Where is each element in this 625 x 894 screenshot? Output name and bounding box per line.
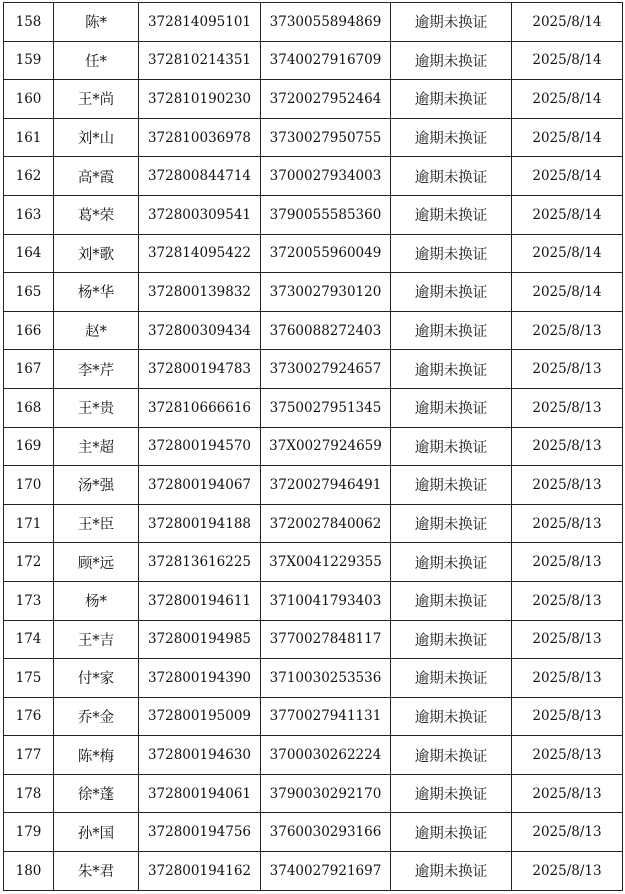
certificate-number-cell: 3760088272403 <box>261 311 391 350</box>
row-number-cell: 166 <box>4 311 54 350</box>
certificate-number-cell: 3720027840062 <box>261 504 391 543</box>
date-cell: 2025/8/14 <box>512 3 623 42</box>
certificate-number-cell: 3710030253536 <box>261 659 391 698</box>
status-cell: 逾期未换证 <box>391 697 512 736</box>
certificate-number-cell: 3700030262224 <box>261 736 391 775</box>
table-row <box>4 118 623 157</box>
name-cell: 刘*歌 <box>54 234 139 273</box>
id-number-cell: 372800309541 <box>139 195 261 234</box>
name-cell: 汤*强 <box>54 466 139 505</box>
certificate-number-cell: 3790030292170 <box>261 774 391 813</box>
status-cell: 逾期未换证 <box>391 311 512 350</box>
status-cell: 逾期未换证 <box>391 41 512 80</box>
status-cell: 逾期未换证 <box>391 234 512 273</box>
table-row <box>4 80 623 119</box>
certificate-number-cell: 37X0041229355 <box>261 543 391 582</box>
name-cell: 刘*山 <box>54 118 139 157</box>
status-cell: 逾期未换证 <box>391 736 512 775</box>
name-cell: 陈*梅 <box>54 736 139 775</box>
row-number-cell: 174 <box>4 620 54 659</box>
table-row <box>4 543 623 582</box>
table-row <box>4 774 623 813</box>
id-number-cell: 372800195009 <box>139 697 261 736</box>
name-cell: 孙*国 <box>54 813 139 852</box>
name-cell: 王*臣 <box>54 504 139 543</box>
name-cell: 付*家 <box>54 659 139 698</box>
status-cell: 逾期未换证 <box>391 543 512 582</box>
row-number-cell: 163 <box>4 195 54 234</box>
row-number-cell: 161 <box>4 118 54 157</box>
id-number-cell: 372800194188 <box>139 504 261 543</box>
row-number-cell: 178 <box>4 774 54 813</box>
row-number-cell: 162 <box>4 157 54 196</box>
row-number-cell: 176 <box>4 697 54 736</box>
status-cell: 逾期未换证 <box>391 659 512 698</box>
row-number-cell: 165 <box>4 273 54 312</box>
id-number-cell: 372814095422 <box>139 234 261 273</box>
certificate-number-cell: 3730027950755 <box>261 118 391 157</box>
id-number-cell: 372814095101 <box>139 3 261 42</box>
status-cell: 逾期未换证 <box>391 350 512 389</box>
table-row <box>4 157 623 196</box>
name-cell: 任* <box>54 41 139 80</box>
row-number-cell: 172 <box>4 543 54 582</box>
table-row <box>4 620 623 659</box>
id-number-cell: 372813616225 <box>139 543 261 582</box>
date-cell: 2025/8/13 <box>512 736 623 775</box>
table-row <box>4 659 623 698</box>
certificate-number-cell: 3730027924657 <box>261 350 391 389</box>
date-cell: 2025/8/13 <box>512 427 623 466</box>
row-number-cell: 168 <box>4 388 54 427</box>
table-row <box>4 697 623 736</box>
name-cell: 王*吉 <box>54 620 139 659</box>
name-cell: 朱*君 <box>54 852 139 891</box>
id-number-cell: 372810036978 <box>139 118 261 157</box>
date-cell: 2025/8/14 <box>512 80 623 119</box>
table-row <box>4 581 623 620</box>
status-cell: 逾期未换证 <box>391 504 512 543</box>
date-cell: 2025/8/14 <box>512 157 623 196</box>
table-row <box>4 388 623 427</box>
status-cell: 逾期未换证 <box>391 273 512 312</box>
certificate-number-cell: 3740027921697 <box>261 852 391 891</box>
name-cell: 杨*华 <box>54 273 139 312</box>
record-table <box>3 2 623 891</box>
status-cell: 逾期未换证 <box>391 388 512 427</box>
id-number-cell: 372800194630 <box>139 736 261 775</box>
table-row <box>4 504 623 543</box>
row-number-cell: 159 <box>4 41 54 80</box>
row-number-cell: 158 <box>4 3 54 42</box>
certificate-number-cell: 3730055894869 <box>261 3 391 42</box>
date-cell: 2025/8/13 <box>512 543 623 582</box>
status-cell: 逾期未换证 <box>391 427 512 466</box>
row-number-cell: 171 <box>4 504 54 543</box>
date-cell: 2025/8/13 <box>512 581 623 620</box>
certificate-number-cell: 3710041793403 <box>261 581 391 620</box>
id-number-cell: 372800194570 <box>139 427 261 466</box>
name-cell: 杨* <box>54 581 139 620</box>
table-row <box>4 813 623 852</box>
record-table-body <box>4 3 623 891</box>
status-cell: 逾期未换证 <box>391 813 512 852</box>
date-cell: 2025/8/13 <box>512 504 623 543</box>
date-cell: 2025/8/13 <box>512 659 623 698</box>
name-cell: 高*霞 <box>54 157 139 196</box>
table-row <box>4 736 623 775</box>
status-cell: 逾期未换证 <box>391 774 512 813</box>
status-cell: 逾期未换证 <box>391 195 512 234</box>
table-row <box>4 852 623 891</box>
certificate-number-cell: 3700027934003 <box>261 157 391 196</box>
row-number-cell: 160 <box>4 80 54 119</box>
id-number-cell: 372810214351 <box>139 41 261 80</box>
row-number-cell: 175 <box>4 659 54 698</box>
status-cell: 逾期未换证 <box>391 157 512 196</box>
status-cell: 逾期未换证 <box>391 80 512 119</box>
id-number-cell: 372800194390 <box>139 659 261 698</box>
name-cell: 赵* <box>54 311 139 350</box>
date-cell: 2025/8/14 <box>512 234 623 273</box>
table-row <box>4 234 623 273</box>
table-row <box>4 350 623 389</box>
row-number-cell: 167 <box>4 350 54 389</box>
table-row <box>4 273 623 312</box>
row-number-cell: 164 <box>4 234 54 273</box>
date-cell: 2025/8/13 <box>512 311 623 350</box>
id-number-cell: 372800194061 <box>139 774 261 813</box>
date-cell: 2025/8/13 <box>512 350 623 389</box>
date-cell: 2025/8/14 <box>512 273 623 312</box>
name-cell: 乔*金 <box>54 697 139 736</box>
certificate-number-cell: 3720055960049 <box>261 234 391 273</box>
name-cell: 李*芹 <box>54 350 139 389</box>
date-cell: 2025/8/14 <box>512 195 623 234</box>
status-cell: 逾期未换证 <box>391 3 512 42</box>
id-number-cell: 372800194783 <box>139 350 261 389</box>
id-number-cell: 372800194067 <box>139 466 261 505</box>
table-row <box>4 3 623 42</box>
table-row <box>4 311 623 350</box>
id-number-cell: 372800194162 <box>139 852 261 891</box>
status-cell: 逾期未换证 <box>391 466 512 505</box>
date-cell: 2025/8/13 <box>512 852 623 891</box>
name-cell: 顾*远 <box>54 543 139 582</box>
date-cell: 2025/8/13 <box>512 620 623 659</box>
id-number-cell: 372800194756 <box>139 813 261 852</box>
certificate-number-cell: 3770027941131 <box>261 697 391 736</box>
certificate-number-cell: 3790055585360 <box>261 195 391 234</box>
status-cell: 逾期未换证 <box>391 852 512 891</box>
date-cell: 2025/8/13 <box>512 774 623 813</box>
name-cell: 王*贵 <box>54 388 139 427</box>
date-cell: 2025/8/13 <box>512 697 623 736</box>
certificate-number-cell: 3750027951345 <box>261 388 391 427</box>
name-cell: 主*超 <box>54 427 139 466</box>
certificate-number-cell: 3770027848117 <box>261 620 391 659</box>
certificate-number-cell: 3720027952464 <box>261 80 391 119</box>
certificate-number-cell: 37X0027924659 <box>261 427 391 466</box>
table-row <box>4 466 623 505</box>
certificate-number-cell: 3720027946491 <box>261 466 391 505</box>
status-cell: 逾期未换证 <box>391 118 512 157</box>
date-cell: 2025/8/14 <box>512 41 623 80</box>
certificate-number-cell: 3730027930120 <box>261 273 391 312</box>
date-cell: 2025/8/14 <box>512 118 623 157</box>
status-cell: 逾期未换证 <box>391 620 512 659</box>
date-cell: 2025/8/13 <box>512 813 623 852</box>
row-number-cell: 180 <box>4 852 54 891</box>
id-number-cell: 372800194985 <box>139 620 261 659</box>
date-cell: 2025/8/13 <box>512 466 623 505</box>
table-row <box>4 427 623 466</box>
id-number-cell: 372800194611 <box>139 581 261 620</box>
status-cell: 逾期未换证 <box>391 581 512 620</box>
id-number-cell: 372810190230 <box>139 80 261 119</box>
id-number-cell: 372800844714 <box>139 157 261 196</box>
row-number-cell: 177 <box>4 736 54 775</box>
certificate-number-cell: 3760030293166 <box>261 813 391 852</box>
name-cell: 王*尚 <box>54 80 139 119</box>
id-number-cell: 372810666616 <box>139 388 261 427</box>
row-number-cell: 169 <box>4 427 54 466</box>
name-cell: 葛*荣 <box>54 195 139 234</box>
row-number-cell: 179 <box>4 813 54 852</box>
date-cell: 2025/8/13 <box>512 388 623 427</box>
row-number-cell: 173 <box>4 581 54 620</box>
table-row <box>4 195 623 234</box>
name-cell: 陈* <box>54 3 139 42</box>
id-number-cell: 372800309434 <box>139 311 261 350</box>
name-cell: 徐*蓬 <box>54 774 139 813</box>
row-number-cell: 170 <box>4 466 54 505</box>
table-row <box>4 41 623 80</box>
id-number-cell: 372800139832 <box>139 273 261 312</box>
certificate-number-cell: 3740027916709 <box>261 41 391 80</box>
